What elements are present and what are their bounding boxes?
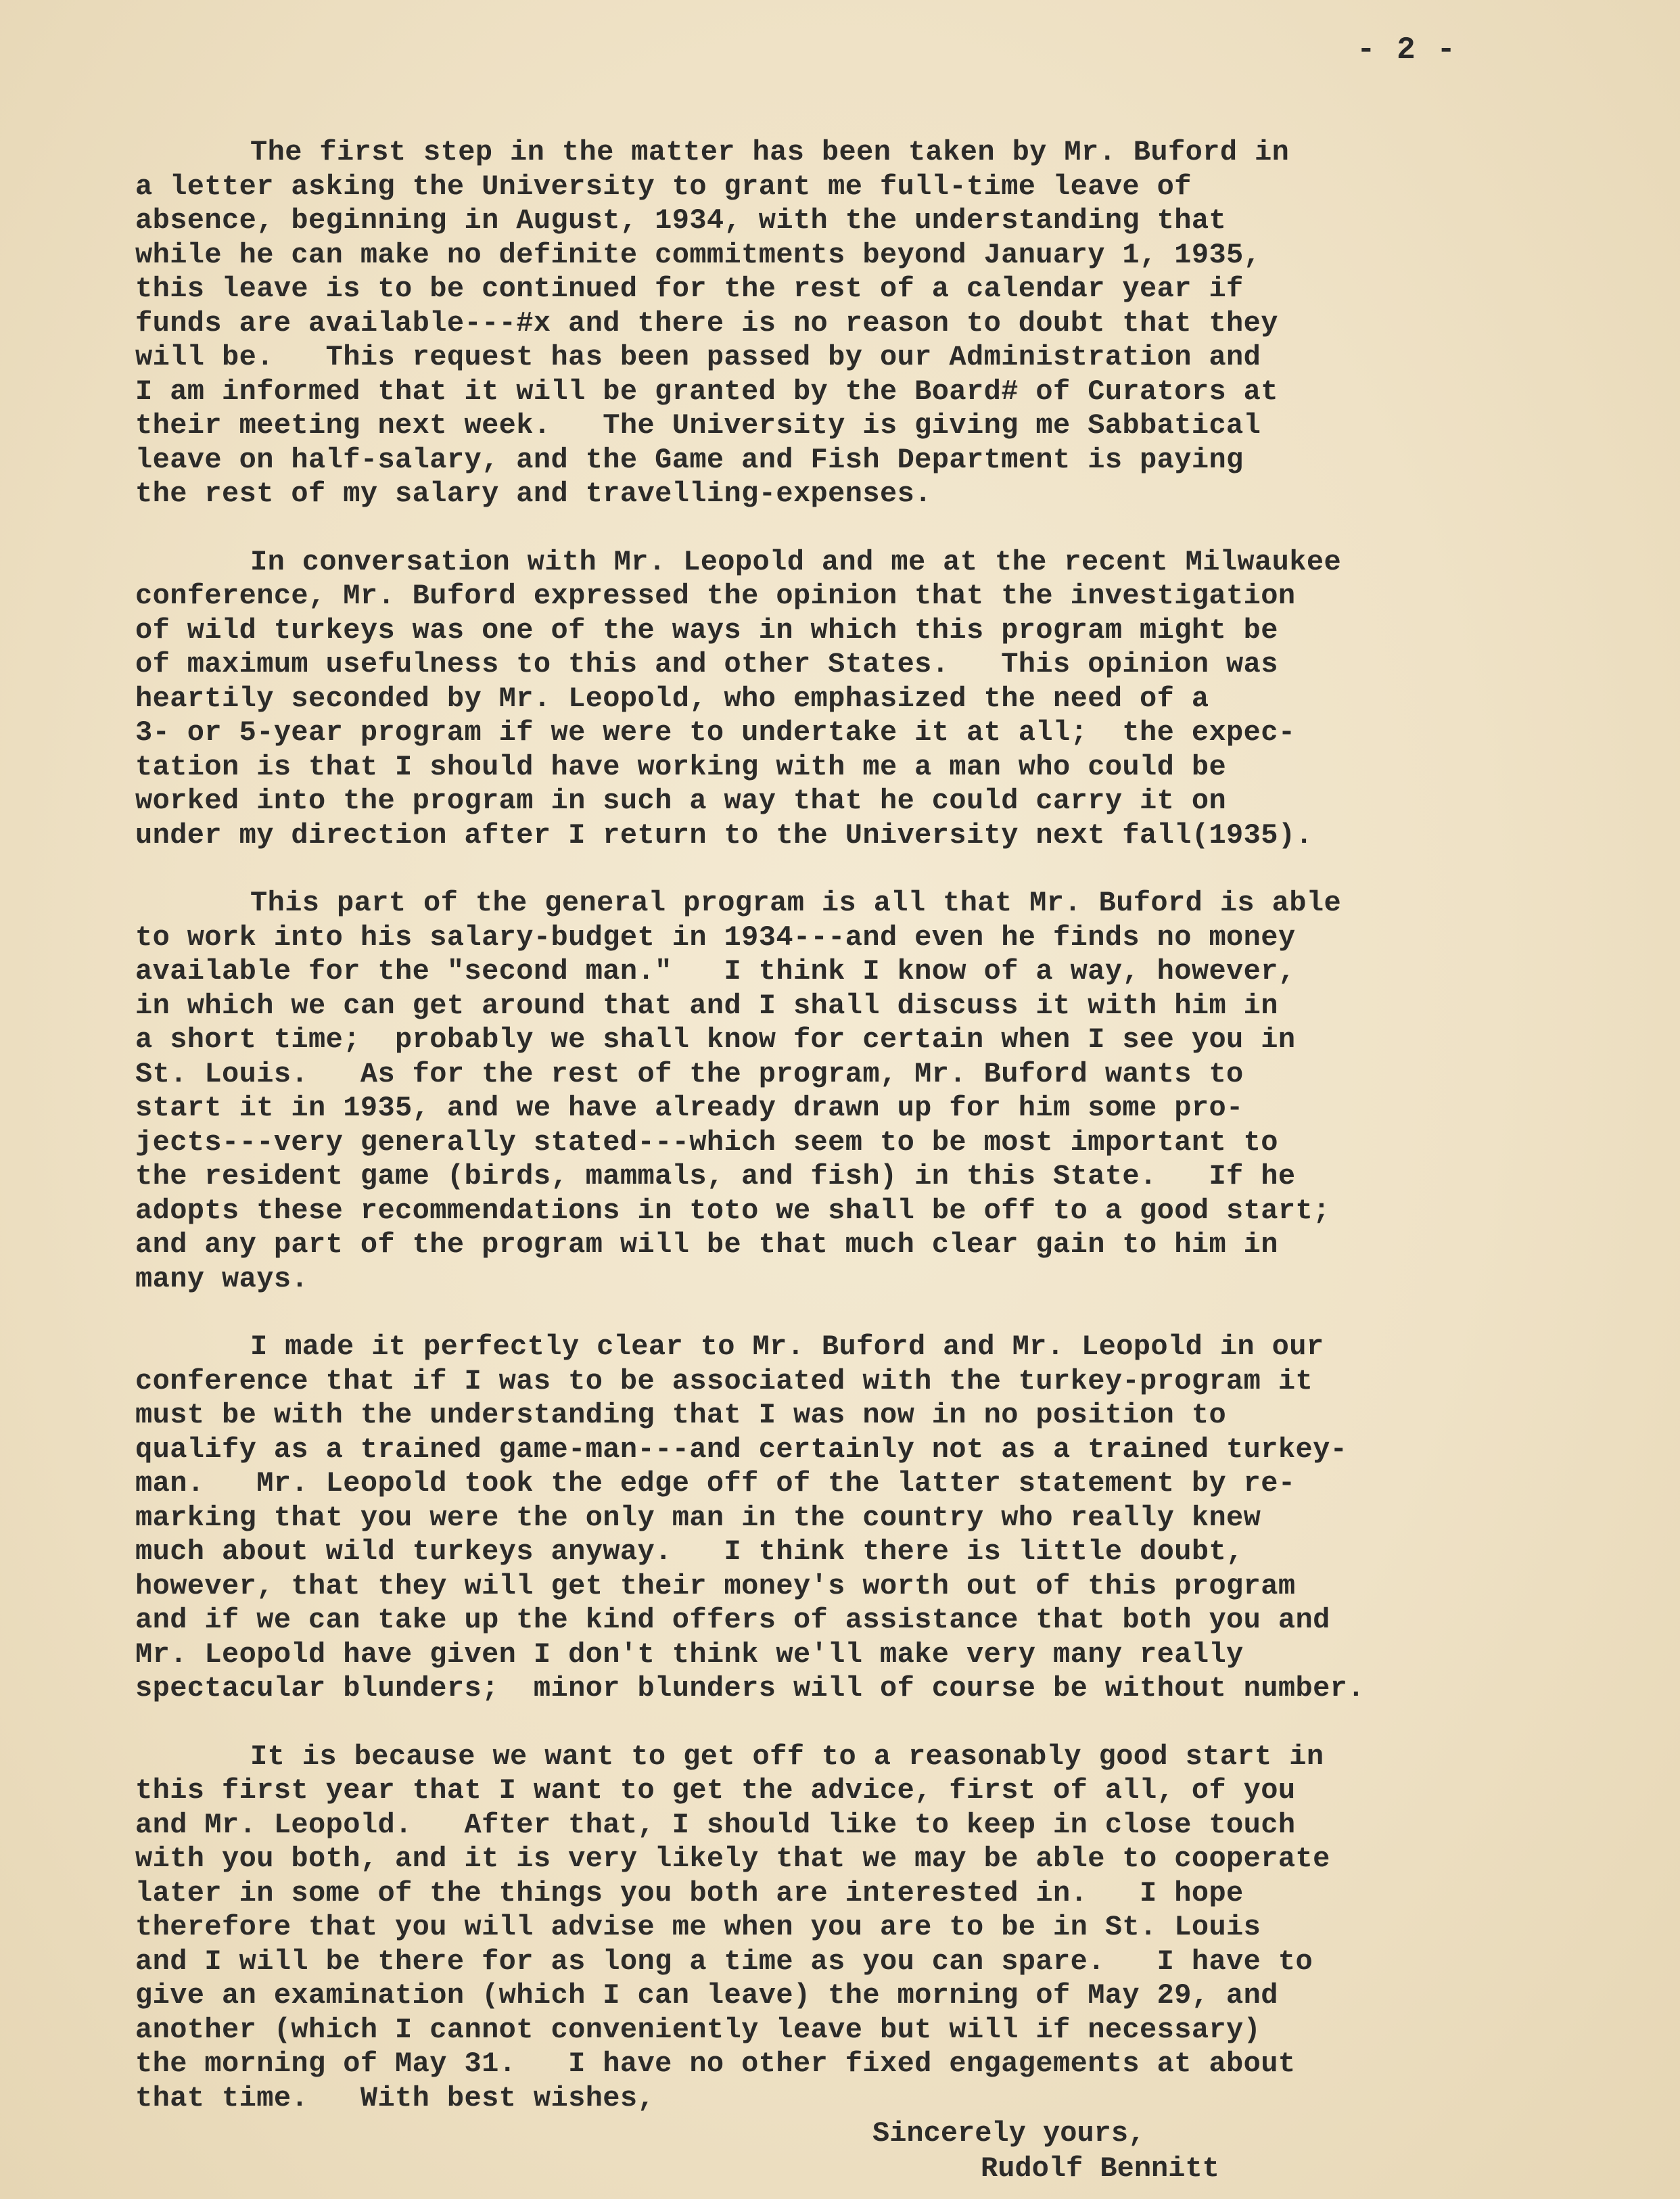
text-line: I made it perfectly clear to Mr. Buford and Mr. Leopold in our [250,1330,1324,1363]
text-line: adopts these recommendations in toto we shall be off to a good start; [135,1194,1330,1227]
text-line: conference that if I was to be associated with the turkey-program it [135,1364,1313,1397]
closing-salutation: Sincerely yours, [872,2117,1146,2150]
text-line: In conversation with Mr. Leopold and me at the recent Milwaukee [250,545,1342,578]
text-line: and if we can take up the kind offers of assistance that both you and [135,1604,1330,1636]
text-line: a short time; probably we shall know for certain when I see you in [135,1023,1296,1056]
text-line: while he can make no definite commitments beyond January 1, 1935, [135,238,1261,271]
paragraph-1 [135,135,1576,511]
text-line: man. Mr. Leopold took the edge off of the latter statement by re- [135,1467,1296,1500]
text-line: Mr. Leopold have given I don't think we'll make very many really [135,1638,1244,1671]
text-line: of wild turkeys was one of the ways in which this program might be [135,614,1278,647]
text-line: this first year that I want to get the advice, first of all, of you [135,1774,1296,1807]
text-line: give an examination (which I can leave) the morning of May 29, and [135,1979,1278,2012]
text-line: 3- or 5-year program if we were to undertake it at all; the expec- [135,716,1296,749]
text-line: The first step in the matter has been taken by Mr. Buford in [250,136,1290,168]
text-line: much about wild turkeys anyway. I think there is little doubt, [135,1535,1244,1568]
letter-body [135,135,1576,2149]
text-line: however, that they will get their money's worth out of this program [135,1569,1296,1602]
text-line: will be. This request has been passed by our Administration and [135,341,1261,373]
paragraph-5 [135,1740,1576,2116]
text-line: and any part of the program will be that much clear gain to him in [135,1228,1278,1261]
text-line: spectacular blunders; minor blunders will of course be without number. [135,1672,1365,1705]
text-line: of maximum usefulness to this and other States. This opinion was [135,648,1278,680]
text-line: St. Louis. As for the rest of the program, Mr. Buford wants to [135,1057,1244,1090]
text-line: jects---very generally stated---which seem to be most important to [135,1126,1278,1159]
text-line: available for the "second man." I think I know of a way, however, [135,955,1296,988]
page-number: - 2 - [1356,32,1457,68]
text-line: the morning of May 31. I have no other fixed engagements at about [135,2047,1296,2080]
text-line: must be with the understanding that I was now in no position to [135,1399,1227,1431]
text-line: another (which I cannot conveniently leave but will if necessary) [135,2013,1261,2046]
text-line: therefore that you will advise me when you are to be in St. Louis [135,1911,1261,1943]
text-line: with you both, and it is very likely that we may be able to cooperate [135,1843,1330,1875]
text-line: absence, beginning in August, 1934, with the understanding that [135,204,1227,237]
text-line: I am informed that it will be granted by the Board# of Curators at [135,375,1278,408]
text-line: conference, Mr. Buford expressed the opinion that the investigation [135,580,1296,612]
text-line: This part of the general program is all that Mr. Buford is able [250,887,1342,919]
text-line: the resident game (birds, mammals, and fish) in this State. If he [135,1160,1296,1193]
text-line: a letter asking the University to grant me full-time leave of [135,170,1192,203]
text-line: qualify as a trained game-man---and certainly not as a trained turkey- [135,1433,1348,1466]
text-line: It is because we want to get off to a reasonably good start in [250,1740,1324,1773]
text-line: to work into his salary-budget in 1934---and even he finds no money [135,921,1296,954]
text-line: heartily seconded by Mr. Leopold, who emphasized the need of a [135,682,1209,715]
paragraph-2 [135,545,1576,853]
text-line: many ways. [135,1262,309,1295]
text-line: in which we can get around that and I shall discuss it with him in [135,989,1278,1022]
text-line: leave on half-salary, and the Game and Fish Department is paying [135,443,1244,476]
paragraph-3 [135,886,1576,1296]
text-line: and Mr. Leopold. After that, I should like to keep in close touch [135,1808,1296,1841]
text-line: this leave is to be continued for the rest of a calendar year if [135,273,1244,305]
text-line: that time. With best wishes, [135,2081,655,2114]
text-line: and I will be there for as long a time as you can spare. I have to [135,1945,1313,1978]
signature-name: Rudolf Bennitt [981,2152,1219,2185]
text-line: tation is that I should have working with me a man who could be [135,750,1227,783]
text-line: marking that you were the only man in the country who really knew [135,1501,1261,1534]
text-line: the rest of my salary and travelling-expenses. [135,478,932,510]
letter-closing [872,2116,1219,2186]
text-line: worked into the program in such a way that he could carry it on [135,785,1227,817]
text-line: funds are available---#x and there is no reason to doubt that they [135,306,1278,340]
text-line: start it in 1935, and we have already drawn up for him some pro- [135,1092,1244,1124]
text-line: under my direction after I return to the University next fall(1935). [135,818,1313,852]
text-line: later in some of the things you both are interested in. I hope [135,1876,1244,1909]
text-line: their meeting next week. The University is giving me Sabbatical [135,409,1261,442]
paragraph-4 [135,1330,1576,1706]
